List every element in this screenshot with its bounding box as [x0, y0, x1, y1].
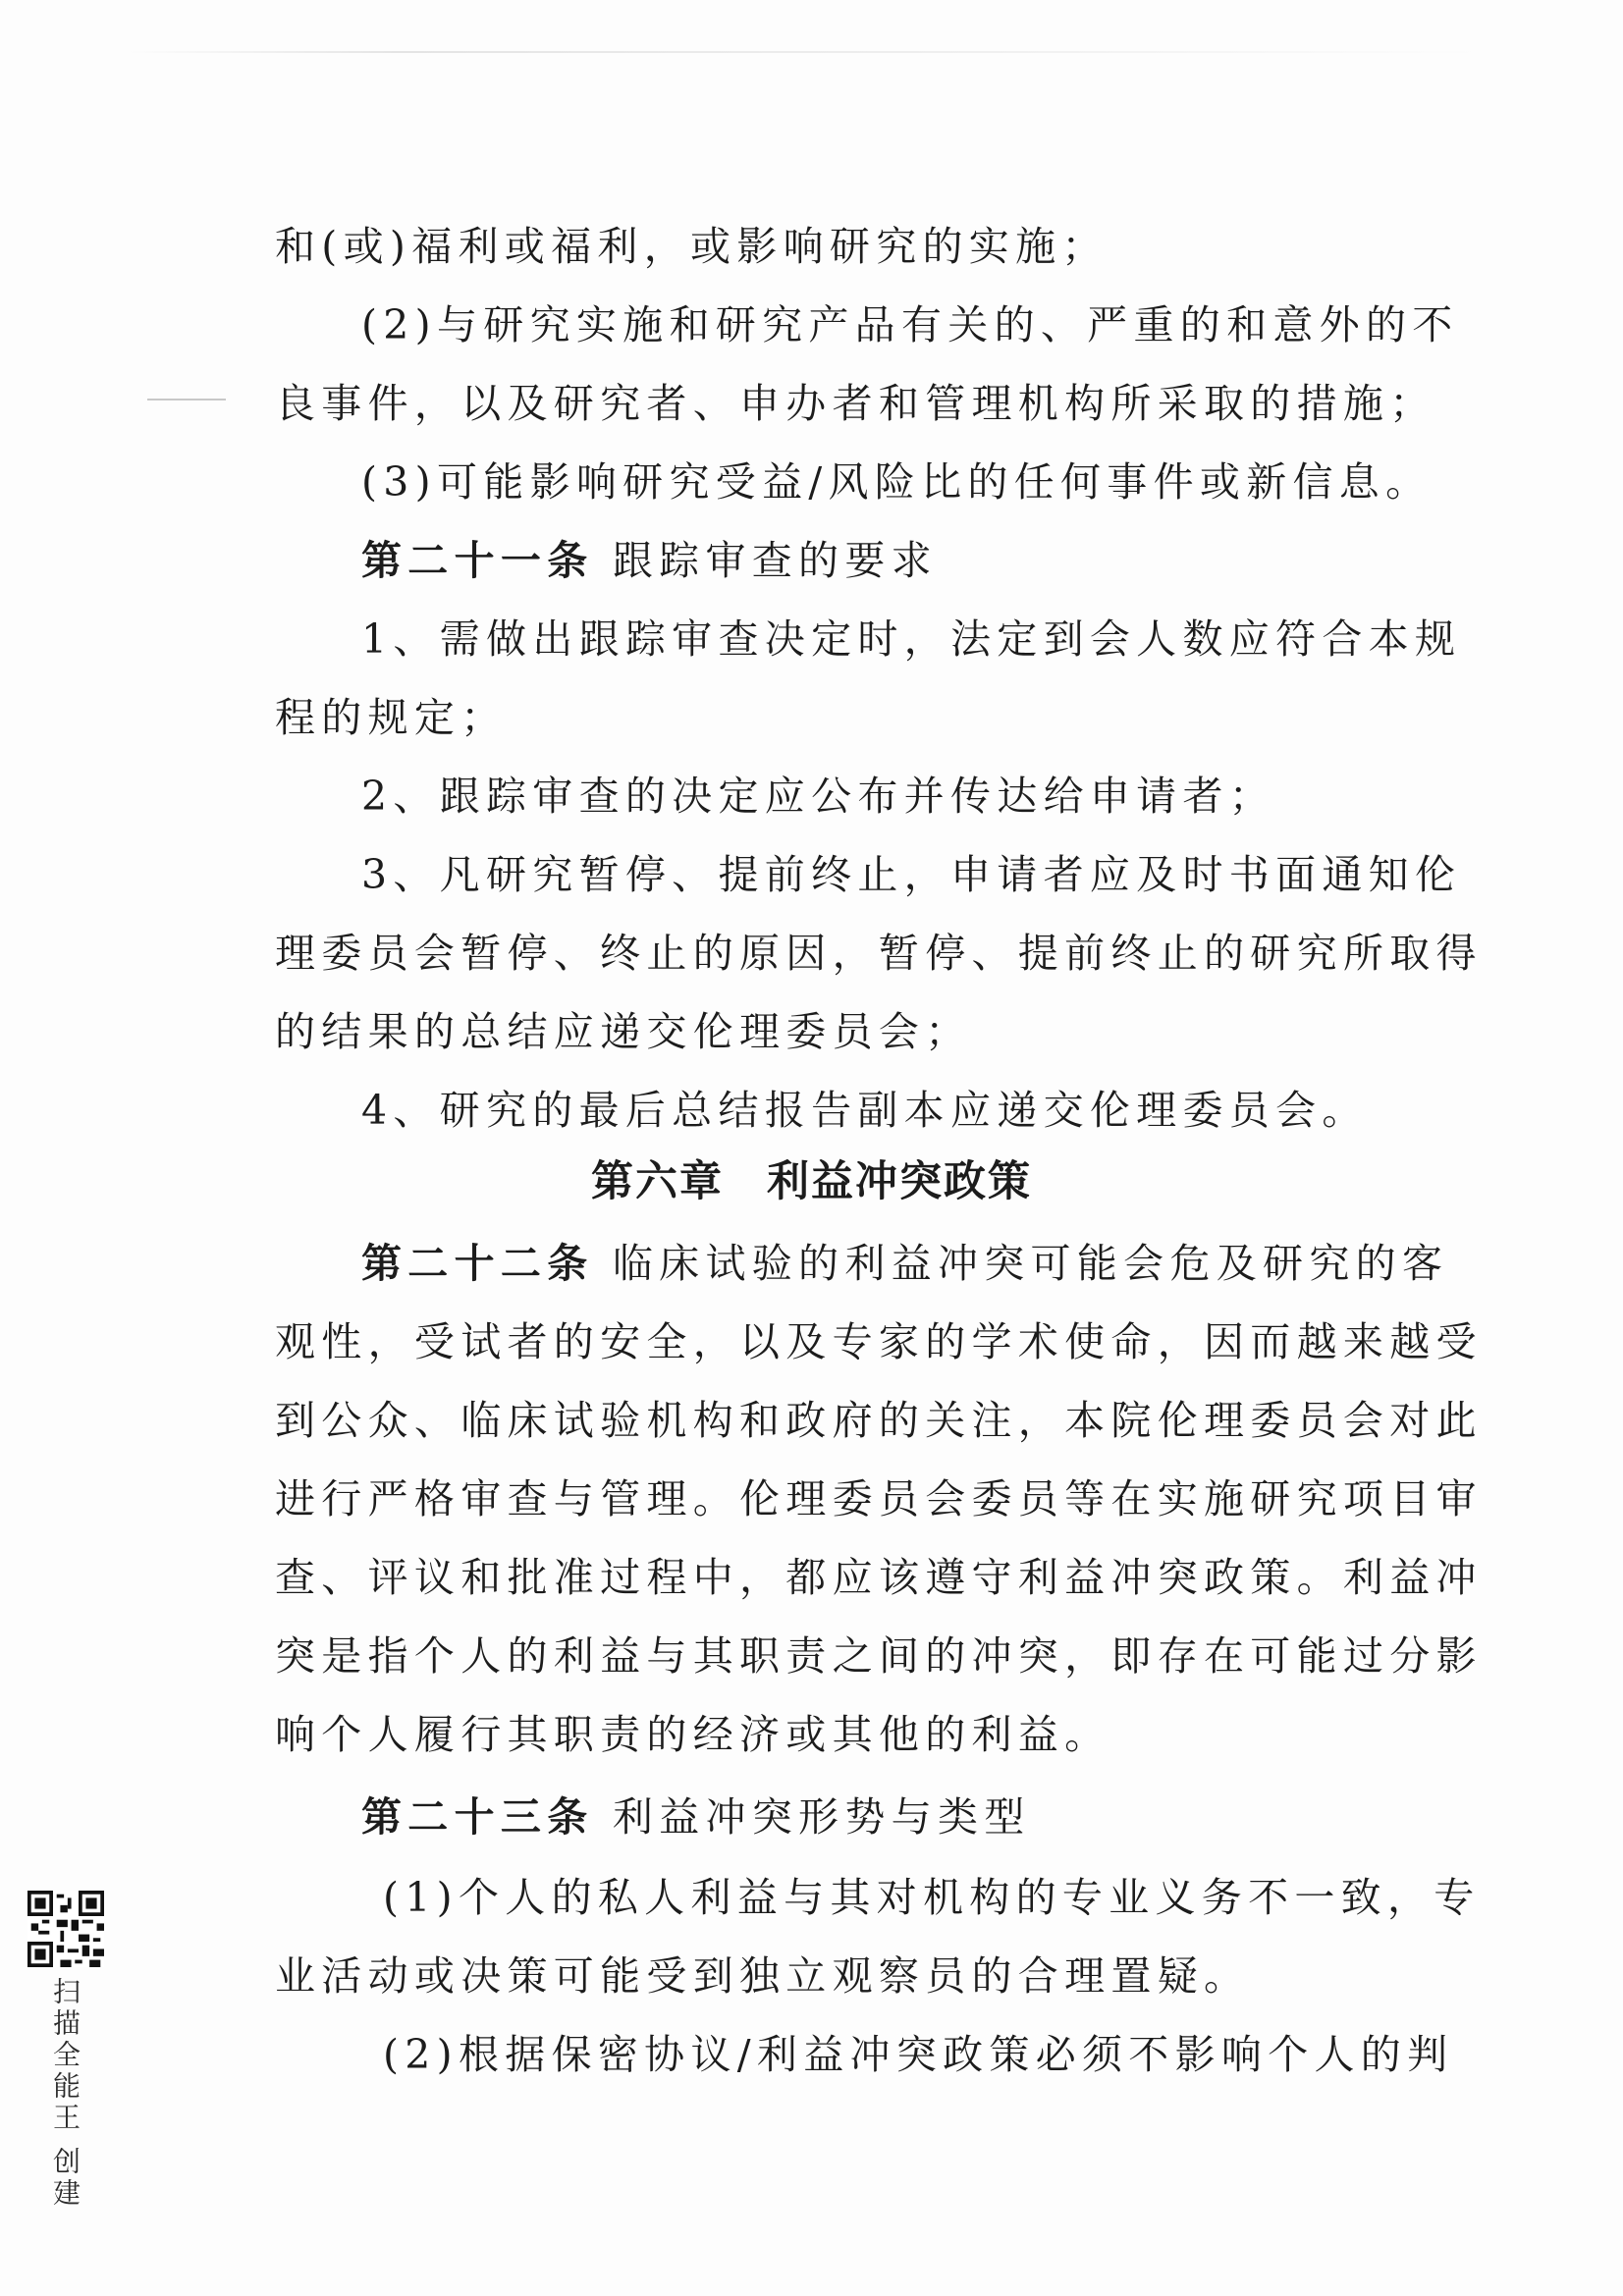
body-line: 4、研究的最后总结报告副本应递交伦理委员会。	[361, 1087, 1369, 1134]
article-22-paragraph-start	[361, 1239, 1448, 1288]
body-line: 查、评议和批准过程中，都应该遵守利益冲突政策。利益冲	[275, 1554, 1483, 1601]
chapter-heading	[0, 1156, 1623, 1207]
body-line: 临床试验的利益冲突可能会危及研究的客	[612, 1240, 1449, 1287]
body-line: (2)与研究实施和研究产品有关的、严重的和意外的不	[361, 301, 1459, 348]
body-line: 和(或)福利或福利，或影响研究的实施；	[275, 223, 1109, 270]
watermark-suffix: 创建	[49, 2146, 81, 2210]
qr-code-icon	[27, 1891, 104, 1967]
scan-margin-artifact	[147, 399, 226, 400]
body-line: 观性，受试者的安全，以及专家的学术使命，因而越来越受	[275, 1318, 1483, 1365]
watermark-app-name: 扫描全能王	[49, 1977, 81, 2134]
body-line: 理委员会暂停、终止的原因，暂停、提前终止的研究所取得	[275, 930, 1483, 977]
body-line: 的结果的总结应递交伦理委员会；	[275, 1008, 972, 1055]
body-line: (1)个人的私人利益与其对机构的专业义务不一致，专	[383, 1874, 1481, 1921]
article-21-number: 第二十一条	[361, 537, 594, 584]
scanner-watermark	[45, 1977, 84, 2210]
body-line: 2、跟踪审查的决定应公布并传达给申请者；	[361, 773, 1276, 820]
body-line: 到公众、临床试验机构和政府的关注，本院伦理委员会对此	[275, 1397, 1483, 1444]
body-line: (3)可能影响研究受益/风险比的任何事件或新信息。	[361, 458, 1433, 506]
body-line: 突是指个人的利益与其职责之间的冲突，即存在可能过分影	[275, 1632, 1483, 1680]
scan-edge-artifact	[128, 51, 1483, 53]
article-21-title: 跟踪审查的要求	[612, 537, 938, 584]
body-line: 进行严格审查与管理。伦理委员会委员等在实施研究项目审	[275, 1475, 1483, 1522]
article-22-number: 第二十二条	[361, 1240, 594, 1287]
body-line: (2)根据保密协议/利益冲突政策必须不影响个人的判	[383, 2031, 1454, 2078]
chapter-number: 第六章	[591, 1157, 724, 1206]
body-line: 良事件，以及研究者、申办者和管理机构所采取的措施；	[275, 380, 1436, 427]
body-line: 程的规定；	[275, 694, 508, 741]
body-line: 业活动或决策可能受到独立观察员的合理置疑。	[275, 1952, 1251, 2000]
body-line: 响个人履行其职责的经济或其他的利益。	[275, 1711, 1111, 1758]
article-21-heading	[361, 536, 938, 585]
body-line: 3、凡研究暂停、提前终止，申请者应及时书面通知伦	[361, 851, 1462, 898]
article-23-heading	[361, 1792, 1031, 1842]
chapter-title: 利益冲突政策	[767, 1157, 1032, 1206]
article-23-title: 利益冲突形势与类型	[612, 1793, 1031, 1841]
article-23-number: 第二十三条	[361, 1793, 594, 1841]
body-line: 1、需做出跟踪审查决定时，法定到会人数应符合本规	[361, 615, 1462, 663]
